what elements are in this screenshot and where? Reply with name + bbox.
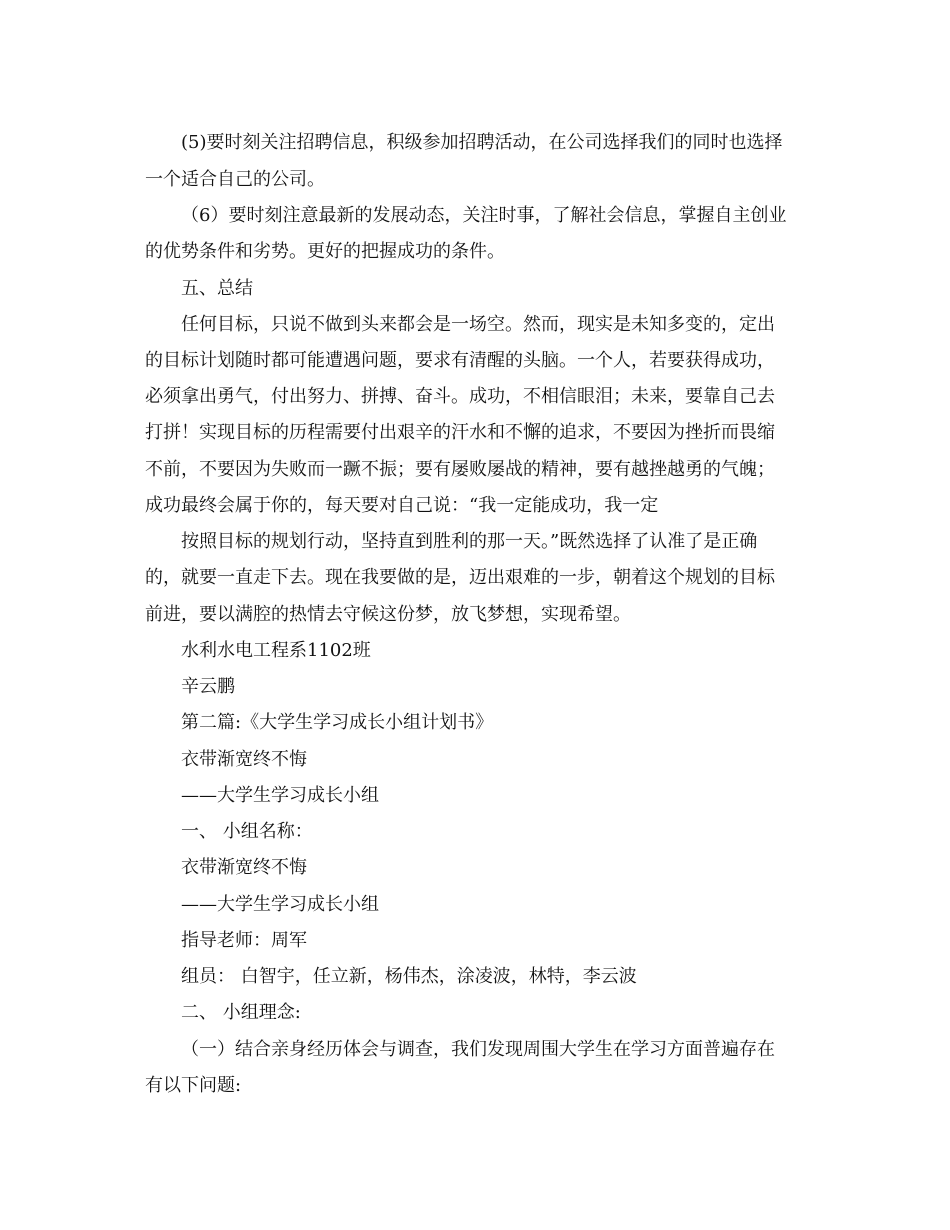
- paragraph-line: 的目标计划随时都可能遭遇问题，要求有清醒的头脑。一个人，若要获得成功，: [145, 350, 775, 371]
- paragraph-line: 打拼！实现目标的历程需要付出艰辛的汗水和不懈的追求，不要因为挫折而畏缩: [145, 422, 775, 443]
- members-line: 组员： 白智宇，任立新，杨伟杰，涂凌波，林特，李云波: [181, 966, 637, 987]
- paragraph-line: 的，就要一直走下去。现在我要做的是，迈出艰难的一步，朝着这个规划的目标: [145, 567, 775, 588]
- paragraph-line: 不前，不要因为失败而一蹶不振；要有屡败屡战的精神，要有越挫越勇的气魄；: [145, 459, 775, 480]
- group-subtitle: ——大学生学习成长小组: [181, 785, 379, 806]
- paragraph-line: 任何目标，只说不做到头来都会是一场空。然而，现实是未知多变的，定出: [181, 314, 775, 335]
- paragraph-line: 的优势条件和劣势。更好的把握成功的条件。: [145, 241, 505, 262]
- author-line: 辛云鹏: [181, 676, 235, 697]
- section-heading: 一、 小组名称：: [181, 821, 313, 842]
- section-heading: 二、 小组理念:: [181, 1002, 301, 1023]
- paragraph-line: 必须拿出勇气，付出努力、拼搏、奋斗。成功，不相信眼泪；未来，要靠自己去: [145, 386, 775, 407]
- section-heading: 五、总结: [181, 278, 253, 299]
- group-slogan: 衣带渐宽终不悔: [181, 749, 307, 770]
- group-subtitle: ——大学生学习成长小组: [181, 894, 379, 915]
- paragraph-line: 一个适合自己的公司。: [145, 169, 325, 190]
- group-slogan: 衣带渐宽终不悔: [181, 857, 307, 878]
- advisor-line: 指导老师：周军: [181, 930, 307, 951]
- paragraph-line: (5)要时刻关注招聘信息，积级参加招聘活动，在公司选择我们的同时也选择: [181, 132, 783, 153]
- paragraph-line: （一）结合亲身经历体会与调查，我们发现周围大学生在学习方面普遍存在: [181, 1039, 775, 1060]
- department-line: 水利水电工程系1102班: [181, 640, 371, 661]
- paragraph-line: 前进，要以满腔的热情去守候这份梦，放飞梦想，实现希望。: [145, 604, 631, 625]
- chapter-title: 第二篇:《大学生学习成长小组计划书》: [181, 712, 494, 733]
- paragraph-line: （6）要时刻注意最新的发展动态，关注时事，了解社会信息，掌握自主创业: [181, 205, 787, 226]
- paragraph-line: 有以下问题:: [145, 1075, 242, 1096]
- paragraph-line: 成功最终会属于你的，每天要对自己说：“我一定能成功，我一定: [145, 495, 659, 516]
- paragraph-line: 按照目标的规划行动，坚持直到胜利的那一天。”既然选择了认准了是正确: [181, 531, 758, 552]
